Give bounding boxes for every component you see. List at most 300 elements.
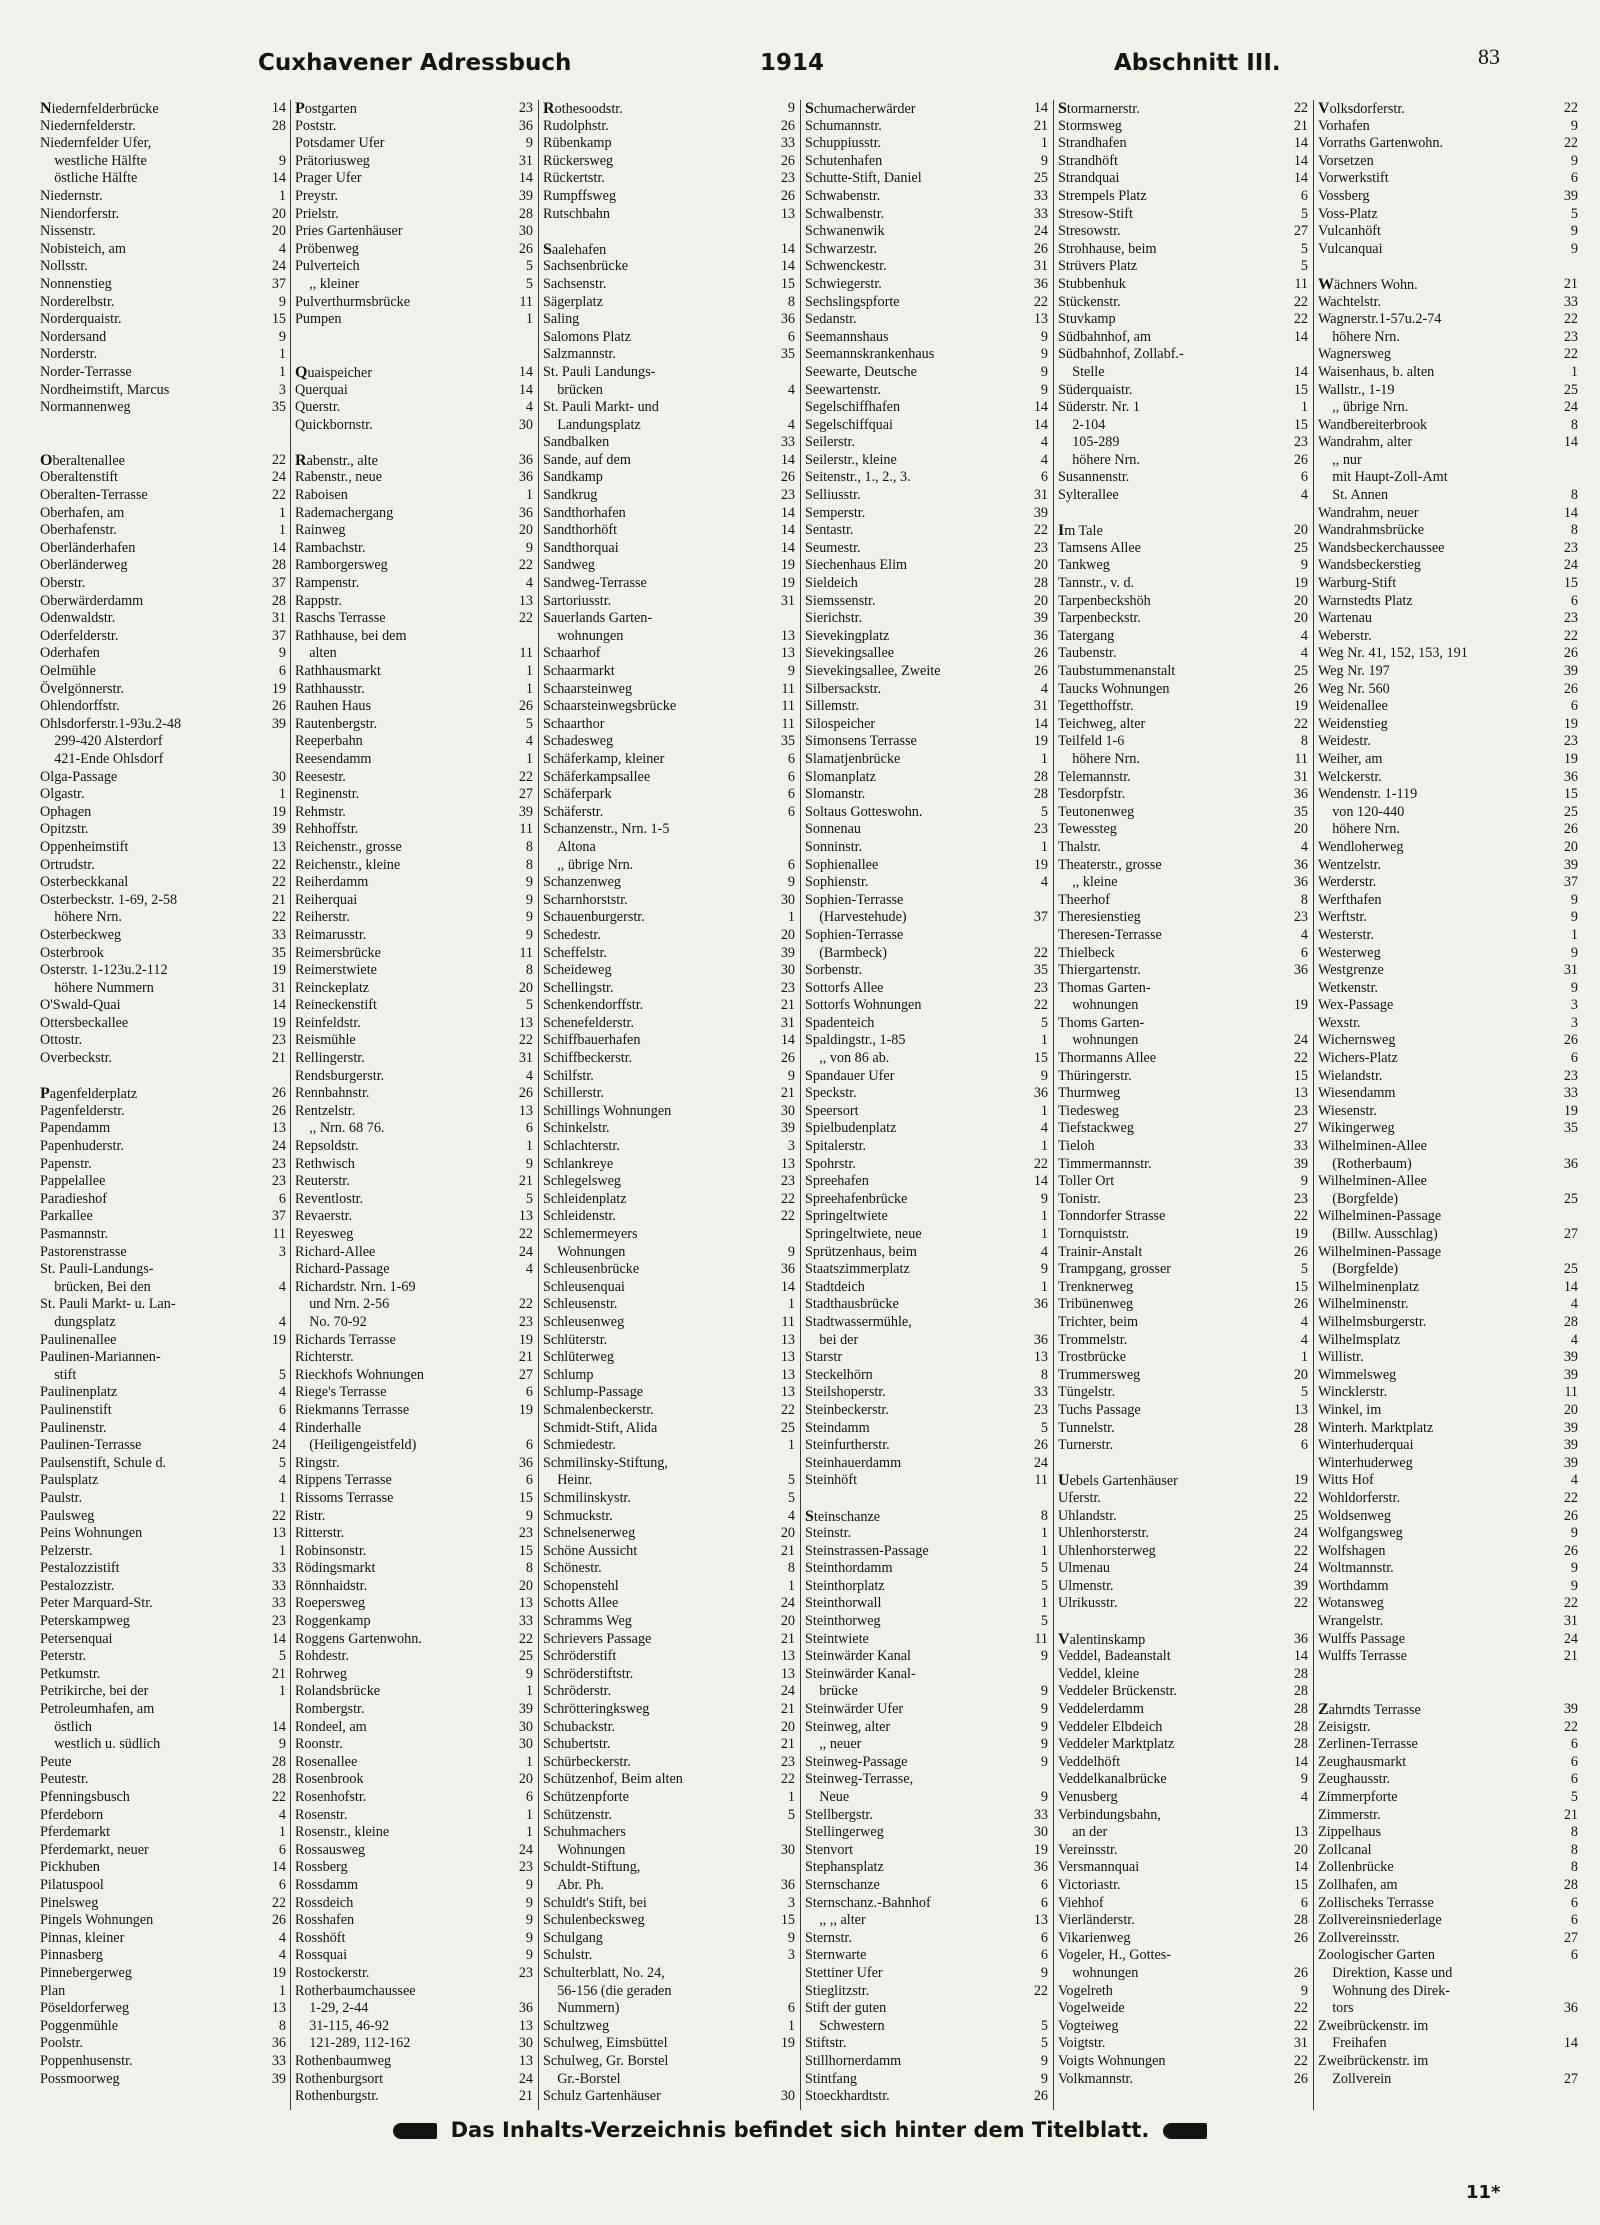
street-entry: [295, 1050, 533, 1068]
street-entry: [1318, 1437, 1578, 1455]
district-number: 19: [518, 1401, 533, 1418]
street-name: Prielstr.: [295, 205, 339, 222]
street-entry: [1058, 153, 1308, 171]
district-number: 9: [278, 328, 286, 345]
street-entry: [805, 857, 1048, 875]
street-entry: [40, 645, 286, 663]
street-entry: [543, 1120, 795, 1138]
district-number: 1: [1570, 363, 1578, 380]
street-name: Sophien-Terrasse: [805, 926, 904, 943]
street-entry: [295, 1965, 533, 1983]
street-name: Soltaus Gotteswohn.: [805, 803, 923, 820]
district-number: 24: [1033, 223, 1048, 240]
street-entry: [805, 276, 1048, 294]
district-number: 14: [271, 1630, 286, 1647]
district-number: 22: [1033, 293, 1048, 310]
street-entry: [1058, 346, 1308, 364]
street-name: Roggenkamp: [295, 1613, 371, 1630]
street-name: Rellingerstr.: [295, 1050, 365, 1067]
street-entry: [40, 1490, 286, 1508]
street-name: Schulz Gartenhäuser: [543, 2088, 661, 2105]
district-number: 13: [1293, 1085, 1308, 1102]
street-name: Rademachergang: [295, 504, 394, 521]
street-entry: [295, 2035, 533, 2053]
street-name: Strüvers Platz: [1058, 258, 1138, 275]
district-number: 9: [525, 1894, 533, 1911]
street-name: Schönestr.: [543, 1560, 602, 1577]
district-number: 24: [271, 469, 286, 486]
street-entry: [1318, 1472, 1578, 1490]
district-number: 39: [1033, 504, 1048, 521]
district-number: 22: [1563, 135, 1578, 152]
district-number: 39: [780, 1120, 795, 1137]
street-entry: [805, 346, 1048, 364]
district-number: 21: [518, 2088, 533, 2105]
street-name: Spadenteich: [805, 1014, 875, 1031]
district-number: 15: [271, 311, 286, 328]
street-name: Pröbenweg: [295, 240, 359, 257]
district-number: 36: [518, 2000, 533, 2017]
street-name: Robinsonstr.: [295, 1542, 367, 1559]
street-name: Schlemermeyers: [543, 1226, 638, 1242]
street-entry: [295, 206, 533, 224]
street-name: Steintwiete: [805, 1630, 869, 1647]
district-number: 6: [1300, 187, 1308, 204]
district-number: 19: [271, 1331, 286, 1348]
street-entry: [1318, 557, 1578, 575]
street-name: Zahrndts Terrasse: [1318, 1701, 1421, 1719]
district-number: 21: [1563, 1806, 1578, 1823]
street-entry: [1058, 1877, 1308, 1895]
street-name: Wexstr.: [1318, 1014, 1361, 1031]
street-name: Schaarmarkt: [543, 663, 615, 679]
district-number: 13: [780, 1366, 795, 1383]
street-entry: [1318, 1983, 1578, 2001]
district-number: 36: [780, 1876, 795, 1893]
street-entry: [805, 2000, 1048, 2018]
street-entry: [40, 1120, 286, 1138]
street-entry: [1318, 1173, 1578, 1191]
district-number: 23: [1563, 733, 1578, 750]
street-name: Schedestr.: [543, 926, 601, 943]
street-entry: [1058, 1560, 1308, 1578]
street-name: Schützenstr.: [543, 1806, 612, 1823]
street-name: Paulsplatz: [40, 1472, 99, 1489]
street-entry: [1058, 1842, 1308, 1860]
street-name: Papenhuderstr.: [40, 1138, 124, 1155]
street-entry: [295, 716, 533, 734]
street-name: Peter Marquard-Str.: [40, 1595, 153, 1612]
street-entry: [1058, 364, 1308, 382]
street-entry: [805, 206, 1048, 224]
street-name: Sonnenau: [805, 821, 861, 838]
street-entry: [1318, 1226, 1578, 1244]
district-number: 14: [518, 381, 533, 398]
street-entry: [40, 804, 286, 822]
district-number: 19: [518, 1331, 533, 1348]
street-name: Sachsenbrücke: [543, 258, 629, 275]
street-name: 1-29, 2-44: [295, 2000, 369, 2017]
street-name: Zollverein: [1318, 2070, 1392, 2087]
street-name: wohnungen: [1058, 1964, 1139, 1981]
district-number: 31: [271, 610, 286, 627]
street-name: Pinnas, kleiner: [40, 1929, 125, 1946]
street-entry: [295, 1015, 533, 1033]
district-number: [1576, 1173, 1578, 1191]
street-entry: [805, 1138, 1048, 1156]
street-name: Schubertstr.: [543, 1736, 611, 1753]
street-entry: [543, 1895, 795, 1913]
district-number: 37: [271, 275, 286, 292]
street-entry: [40, 610, 286, 628]
district-number: 13: [271, 838, 286, 855]
district-number: 14: [1033, 399, 1048, 416]
district-number: 6: [1040, 1876, 1048, 1893]
street-entry: [40, 1754, 286, 1772]
street-entry: [543, 1965, 795, 1983]
street-entry: [1318, 1349, 1578, 1367]
district-number: 39: [1563, 663, 1578, 679]
street-entry: [40, 1613, 286, 1631]
district-number: 23: [1563, 610, 1578, 627]
district-number: 24: [1563, 557, 1578, 574]
street-name: Rübenkamp: [543, 135, 612, 152]
district-number: 4: [1300, 645, 1308, 662]
district-number: 19: [271, 680, 286, 697]
street-entry: [295, 1983, 533, 2001]
street-entry: [1318, 962, 1578, 980]
street-name: Poppenhusenstr.: [40, 2052, 133, 2069]
street-entry: [295, 927, 533, 945]
street-entry: [805, 1930, 1048, 1948]
street-name: Petkumstr.: [40, 1665, 101, 1682]
district-number: 6: [278, 1401, 286, 1418]
street-entry: [805, 1455, 1048, 1473]
street-name: Scheffelstr.: [543, 944, 607, 961]
street-name: Querquai: [295, 381, 348, 398]
street-entry: [543, 1244, 795, 1262]
street-name: Schleidenplatz: [543, 1190, 627, 1207]
street-name: Seitenstr., 1., 2., 3.: [805, 469, 911, 486]
street-name: Rönnhaidstr.: [295, 1577, 368, 1594]
district-number: 13: [518, 1208, 533, 1225]
district-number: 4: [1300, 487, 1308, 504]
district-number: 4: [1300, 1331, 1308, 1348]
street-entry: [1318, 733, 1578, 751]
street-name: Westerweg: [1318, 944, 1381, 961]
district-number: 26: [1563, 1542, 1578, 1559]
district-number: 9: [525, 1912, 533, 1929]
district-number: 4: [1040, 874, 1048, 891]
street-entry: [295, 2088, 533, 2106]
street-entry: [40, 1032, 286, 1050]
street-name: Pinnebergerweg: [40, 1964, 132, 1981]
street-entry: [805, 645, 1048, 663]
street-entry: [543, 645, 795, 663]
district-number: 6: [1570, 1894, 1578, 1911]
street-entry: [1058, 1138, 1308, 1156]
street-entry: [295, 2000, 533, 2018]
street-entry: [295, 1367, 533, 1385]
street-entry: [40, 1244, 286, 1262]
street-name: Saling: [543, 311, 580, 328]
district-number: 9: [787, 874, 795, 891]
street-name: Reesestr.: [295, 768, 346, 785]
street-name: Övelgönnerstr.: [40, 680, 124, 697]
street-name: Paulinenplatz: [40, 1384, 118, 1401]
district-number: 5: [278, 1454, 286, 1471]
district-number: 3: [278, 381, 286, 398]
district-number: 4: [1300, 838, 1308, 855]
district-number: 22: [780, 1401, 795, 1418]
street-entry: [40, 1138, 286, 1156]
district-number: 33: [780, 135, 795, 152]
street-name: Schutte-Stift, Daniel: [805, 170, 922, 187]
district-number: 37: [1033, 909, 1048, 926]
street-name: Slomanplatz: [805, 768, 876, 785]
street-name: Wilhelminen-Passage: [1318, 1243, 1442, 1260]
district-number: 26: [1293, 680, 1308, 697]
district-number: 25: [780, 1419, 795, 1436]
district-number: 23: [1033, 539, 1048, 556]
street-name: Steinbeckerstr.: [805, 1401, 889, 1418]
street-name: Stellbergstr.: [805, 1806, 873, 1823]
street-name: Victoriastr.: [1058, 1876, 1121, 1893]
street-name: Tewessteg: [1058, 821, 1117, 838]
district-number: 6: [278, 663, 286, 679]
street-name: Zippelhaus: [1318, 1824, 1382, 1841]
street-name: Veddel, Badeanstalt: [1058, 1648, 1171, 1665]
street-entry: [1318, 593, 1578, 611]
district-number: 9: [1040, 2052, 1048, 2069]
street-name: Volkmannstr.: [1058, 2070, 1134, 2087]
street-entry: [543, 188, 795, 206]
district-number: 14: [518, 363, 533, 380]
street-entry: [40, 593, 286, 611]
district-number: 9: [1040, 1718, 1048, 1735]
street-entry: [1058, 118, 1308, 136]
district-number: 28: [271, 557, 286, 574]
street-name: Pasmannstr.: [40, 1226, 109, 1242]
street-entry: [295, 874, 533, 892]
street-entry: [805, 1085, 1048, 1103]
street-name: (Barmbeck): [805, 944, 887, 961]
district-number: [1306, 1947, 1308, 1965]
street-name: Peterskampweg: [40, 1613, 130, 1630]
district-number: 1: [525, 311, 533, 328]
street-name: Veddeler Brückenstr.: [1058, 1683, 1177, 1700]
street-name: Strempels Platz: [1058, 187, 1147, 204]
street-name: Rutschbahn: [543, 205, 610, 222]
street-entry: [295, 1472, 533, 1490]
district-number: 23: [1293, 1190, 1308, 1207]
district-number: [793, 1965, 795, 1983]
street-name: von 120-440: [1318, 803, 1405, 820]
street-name: Schanzenweg: [543, 874, 621, 891]
street-name: Werderstr.: [1318, 874, 1377, 891]
street-entry: [543, 382, 795, 400]
street-entry: [40, 311, 286, 329]
street-name: Voigts Wohnungen: [1058, 2052, 1166, 2069]
street-name: Weidenstieg: [1318, 715, 1388, 732]
district-number: 14: [1033, 1173, 1048, 1190]
street-entry: [1058, 698, 1308, 716]
district-number: 24: [780, 1595, 795, 1612]
district-number: 21: [518, 1173, 533, 1190]
street-entry: [40, 769, 286, 787]
street-name: Paulinenstr.: [40, 1419, 107, 1436]
street-name: Steinwärder Kanal: [805, 1648, 911, 1665]
street-entry: [1318, 1138, 1578, 1156]
district-number: 23: [271, 1173, 286, 1190]
street-entry: [1058, 1983, 1308, 2001]
street-name: Salomons Platz: [543, 328, 631, 345]
street-entry: [40, 733, 286, 751]
street-name: Spreehafen: [805, 1173, 869, 1190]
street-name: (Borgfelde): [1318, 1190, 1399, 1207]
street-name: Zeughausstr.: [1318, 1771, 1391, 1788]
street-entry: [1058, 1279, 1308, 1297]
district-number: 28: [271, 1753, 286, 1770]
street-entry: [805, 1420, 1048, 1438]
street-name: Rentzelstr.: [295, 1102, 356, 1119]
district-number: 4: [1300, 1313, 1308, 1330]
street-entry: [40, 1824, 286, 1842]
street-name: Saalehafen: [543, 240, 607, 258]
street-entry: [1058, 1631, 1308, 1649]
street-entry: [1318, 417, 1578, 435]
district-number: 15: [1293, 1876, 1308, 1893]
street-name: Schiffbeckerstr.: [543, 1050, 633, 1067]
district-number: 13: [1033, 1349, 1048, 1366]
street-entry: [40, 557, 286, 575]
book-title: Cuxhavener Adressbuch: [258, 50, 572, 76]
street-entry: [1058, 452, 1308, 470]
district-number: 1: [1040, 838, 1048, 855]
street-entry: [543, 628, 795, 646]
street-name: Stubbenhuk: [1058, 275, 1126, 292]
street-entry: [543, 575, 795, 593]
district-number: 27: [518, 786, 533, 803]
street-name: Schaarthor: [543, 715, 605, 732]
district-number: 9: [1040, 346, 1048, 363]
district-number: 20: [518, 522, 533, 539]
street-name: Winterhuderquai: [1318, 1437, 1414, 1454]
street-entry: [1318, 681, 1578, 699]
street-entry: [543, 1103, 795, 1121]
street-name: und Nrn. 2-56: [295, 1296, 390, 1313]
street-entry: [1058, 733, 1308, 751]
street-name: Steinfurtherstr.: [805, 1437, 890, 1454]
street-entry: [1318, 610, 1578, 628]
street-entry: [1058, 593, 1308, 611]
street-entry: [1058, 1648, 1308, 1666]
district-number: 1: [525, 487, 533, 504]
street-entry: [40, 399, 286, 417]
district-number: 9: [1040, 152, 1048, 169]
street-entry: [1058, 188, 1308, 206]
district-number: 5: [1040, 1014, 1048, 1031]
street-entry: [40, 1332, 286, 1350]
street-entry: [805, 1736, 1048, 1754]
district-number: 39: [518, 1701, 533, 1718]
district-number: 22: [1563, 100, 1578, 116]
street-entry: [543, 311, 795, 329]
street-entry: [1318, 118, 1578, 136]
district-number: 9: [1570, 944, 1578, 961]
street-entry: [1318, 100, 1578, 118]
street-entry: [543, 364, 795, 382]
district-number: 23: [271, 1155, 286, 1172]
district-number: 22: [1293, 1489, 1308, 1506]
street-entry: [295, 311, 533, 329]
street-entry: [295, 1666, 533, 1684]
street-name: (Borgfelde): [1318, 1261, 1399, 1278]
street-entry: [543, 417, 795, 435]
district-number: 36: [1293, 856, 1308, 873]
street-entry: [1058, 1314, 1308, 1332]
street-entry: [295, 1648, 533, 1666]
street-entry: [1058, 1015, 1308, 1033]
street-entry: [1058, 645, 1308, 663]
street-entry: [1318, 2035, 1578, 2053]
street-name: Zweibrückenstr. im: [1318, 2052, 1429, 2069]
street-entry: [1058, 663, 1308, 681]
street-name: Warburg-Stift: [1318, 575, 1397, 592]
street-name: Tornquiststr.: [1058, 1226, 1130, 1242]
street-name: Schwarzestr.: [805, 240, 878, 257]
district-number: 31: [1563, 962, 1578, 979]
street-name: Reyesweg: [295, 1226, 354, 1242]
street-name: Schuppiusstr.: [805, 135, 882, 152]
district-number: 9: [525, 135, 533, 152]
district-number: 8: [1570, 1824, 1578, 1841]
street-entry: [805, 1754, 1048, 1772]
street-name: Sandthorhafen: [543, 504, 626, 521]
street-name: St. Pauli Landungs-: [543, 363, 656, 380]
street-entry: [543, 100, 795, 118]
street-entry: [295, 997, 533, 1015]
street-entry: [543, 1437, 795, 1455]
street-name: Potsdamer Ufer: [295, 135, 385, 152]
street-name: Thurmweg: [1058, 1085, 1121, 1102]
street-name: Niedernfelder Ufer,: [40, 135, 152, 152]
street-entry: [295, 962, 533, 980]
street-name: Paulinenstift: [40, 1401, 112, 1418]
district-number: 39: [1563, 1454, 1578, 1471]
district-number: 6: [525, 1789, 533, 1805]
street-entry: [543, 1578, 795, 1596]
street-entry: [1318, 1578, 1578, 1596]
street-name: Schlachterstr.: [543, 1138, 620, 1155]
district-number: 26: [780, 117, 795, 134]
street-entry: [40, 1983, 286, 2001]
district-number: 33: [1033, 187, 1048, 204]
district-number: 27: [1563, 1226, 1578, 1242]
district-number: 26: [1033, 1437, 1048, 1454]
district-number: 21: [780, 1630, 795, 1647]
district-number: 9: [1040, 2070, 1048, 2087]
street-name: Taubstummenanstalt: [1058, 663, 1176, 679]
district-number: 1: [1570, 926, 1578, 943]
street-entry: [295, 786, 533, 804]
street-entry: [805, 2035, 1048, 2053]
street-name: Norder-Terrasse: [40, 363, 132, 380]
street-name: Schaarsteinwegsbrücke: [543, 698, 677, 715]
street-name: Witts Hof: [1318, 1472, 1374, 1489]
district-number: 9: [525, 539, 533, 556]
street-name: Weg Nr. 197: [1318, 663, 1390, 679]
